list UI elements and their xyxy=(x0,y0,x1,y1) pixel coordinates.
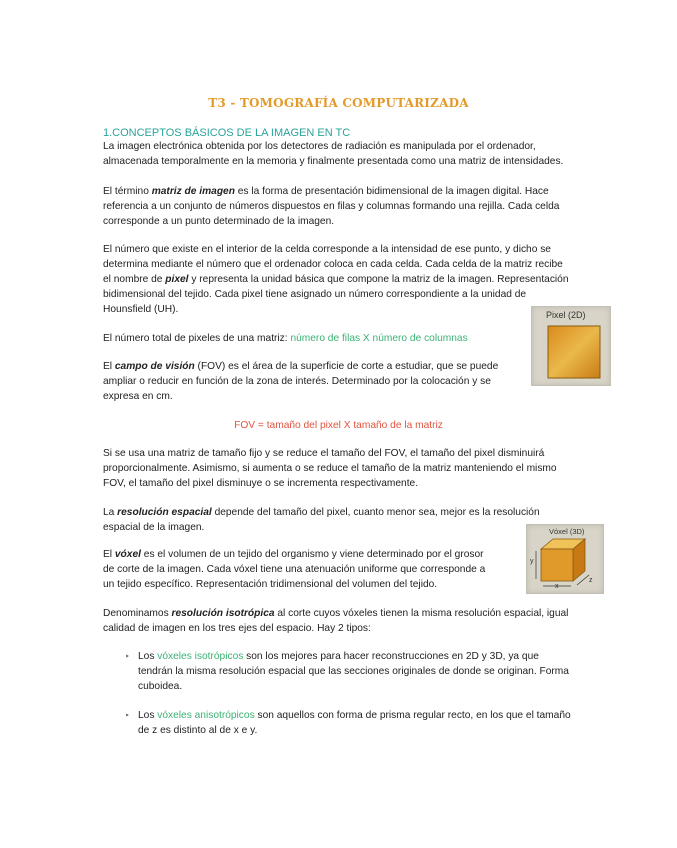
pixel-term: pixel xyxy=(165,274,189,285)
pixel-2d-figure xyxy=(531,306,611,386)
pixel-line-4: bidimensional del tejido. Cada pixel tiene asignado un número correspondiente a la unidad de xyxy=(103,289,527,300)
intro-line-1: La imagen electrónica obtenida por los detectores de radiación es manipulada por el ordenador, xyxy=(103,141,536,152)
section-heading: 1.CONCEPTOS BÁSICOS DE LA IMAGEN EN TC xyxy=(103,127,351,139)
fov-formula: FOV = tamaño del pixel X tamaño de la matriz xyxy=(234,420,443,431)
resolution-term: resolución espacial xyxy=(117,507,212,518)
resolution-paragraph xyxy=(103,505,540,535)
bullet-1-line-2: tendrán la misma resolución espacial que las secciones originales de donde se originan. Forma xyxy=(138,666,569,677)
iso-term: resolución isotrópica xyxy=(171,608,275,619)
matriz-line-3: corresponde a un punto determinado de la imagen. xyxy=(103,216,335,227)
iso-line-1-rest: al corte cuyos vóxeles tienen la misma resolución espacial, igual xyxy=(274,608,569,619)
pixel-square-graphic xyxy=(532,307,610,385)
intro-line-2: almacenada temporalmente en la memoria y finalmente presentada como una matriz de intensidades. xyxy=(103,156,564,167)
pixel-line-2: determina mediante el número que el ordenador coloca en cada celda. Cada celda de la matriz recibe xyxy=(103,259,563,270)
resolution-pre: La xyxy=(103,507,118,518)
pixel-paragraph xyxy=(103,242,569,317)
voxel-term: vóxel xyxy=(114,549,141,560)
iso-pre: Denominamos xyxy=(103,608,172,619)
voxel-paragraph xyxy=(103,547,485,592)
voxel-3d-figure xyxy=(526,524,604,594)
pixel-line-3-rest: y representa la unidad básica que compone la matriz de la imagen. Representación xyxy=(188,274,569,285)
fov-line-1-rest: (FOV) es el área de la superficie de corte a estudiar, que se puede xyxy=(194,361,499,372)
resolution-line-1-rest: depende del tamaño del pixel, cuanto menor sea, mejor es la resolución xyxy=(211,507,540,518)
pixel-line-1: El número que existe en el interior de la celda corresponde a la intensidad de ese punto, y dicho se xyxy=(103,244,551,255)
voxel-figure-label: Vóxel (3D) xyxy=(549,527,585,536)
bullet-1-term: vóxeles isotrópicos xyxy=(157,651,244,662)
document-title: T3 - TOMOGRAFÍA COMPUTARIZADA xyxy=(208,96,469,110)
bullet-2-term: vóxeles anisotrópicos xyxy=(157,710,255,721)
fixed-line-2: proporcionalmente. Asimismo, si aumenta o se reduce el tamaño de la matriz manteniendo el mismo xyxy=(103,463,557,474)
voxel-types-list-2 xyxy=(125,708,605,738)
axis-y-label: y xyxy=(530,558,534,565)
bullet-1-line-3: cuboidea. xyxy=(138,681,183,692)
axis-z-label: z xyxy=(589,577,593,584)
pixel-figure-label: Pixel (2D) xyxy=(546,310,586,320)
voxel-types-list xyxy=(125,649,605,694)
matriz-pre: El término xyxy=(103,186,152,197)
voxel-line-2: de corte de la imagen. Cada vóxel tiene una atenuación uniforme que corresponde a xyxy=(103,564,486,575)
matriz-term: matriz de imagen xyxy=(151,186,235,197)
total-formula: número de filas X número de columnas xyxy=(290,333,468,344)
list-item-anisotropic xyxy=(125,708,605,738)
total-pre: El número total de pixeles de una matriz: xyxy=(103,333,291,344)
voxel-pre: El xyxy=(103,549,115,560)
matriz-line-2: referencia a un conjunto de números dispuestos en filas y columnas formando una rejilla. Cada celda xyxy=(103,201,560,212)
iso-line-2: calidad de imagen en los tres ejes del espacio. Hay 2 tipos: xyxy=(103,623,371,634)
matriz-line-1: es la forma de presentación bidimensional de la imagen digital. Hace xyxy=(234,186,549,197)
fov-line-3: expresa en cm. xyxy=(103,391,173,402)
bullet-1-line-1-rest: son los mejores para hacer reconstrucciones en 2D y 3D, ya que xyxy=(243,651,539,662)
resolution-line-2: espacial de la imagen. xyxy=(103,522,205,533)
bullet-2-line-1-rest: son aquellos con forma de prisma regular recto, en los que el tamaño xyxy=(254,710,571,721)
fixed-line-1: Si se usa una matriz de tamaño fijo y se reduce el tamaño del FOV, el tamaño del pixel disminuirá xyxy=(103,448,545,459)
total-pixels-line xyxy=(103,331,468,346)
isotropic-paragraph xyxy=(103,606,568,636)
fov-paragraph xyxy=(103,359,498,404)
fov-line-2: ampliar o reducir en función de la zona de interés. Determinado por la colocación y se xyxy=(103,376,491,387)
list-item-isotropic xyxy=(125,649,605,694)
pixel-line-5: Hounsfield (UH). xyxy=(103,304,179,315)
fov-term: campo de visión xyxy=(114,361,195,372)
axis-x-label: x xyxy=(555,583,559,590)
fixed-matrix-paragraph xyxy=(103,446,557,491)
bullet-1-pre: Los xyxy=(138,651,158,662)
bullet-2-pre: Los xyxy=(138,710,158,721)
bullet-icon: ‣ xyxy=(125,711,130,720)
pixel-line-3-pre: el nombre de xyxy=(103,274,166,285)
fixed-line-3: FOV, el tamaño del pixel disminuye o se incrementa respectivamente. xyxy=(103,478,419,489)
voxel-line-1-rest: es el volumen de un tejido del organismo y viene determinado por el grosor xyxy=(140,549,484,560)
fov-pre: El xyxy=(103,361,115,372)
bullet-icon: ‣ xyxy=(125,652,130,661)
voxel-line-3: un tejido específico. Representación tridimensional del volumen del tejido. xyxy=(103,579,438,590)
intro-paragraph xyxy=(103,139,563,169)
matriz-paragraph xyxy=(103,184,559,229)
bullet-2-line-2: de z es distinto al de x e y. xyxy=(138,725,258,736)
